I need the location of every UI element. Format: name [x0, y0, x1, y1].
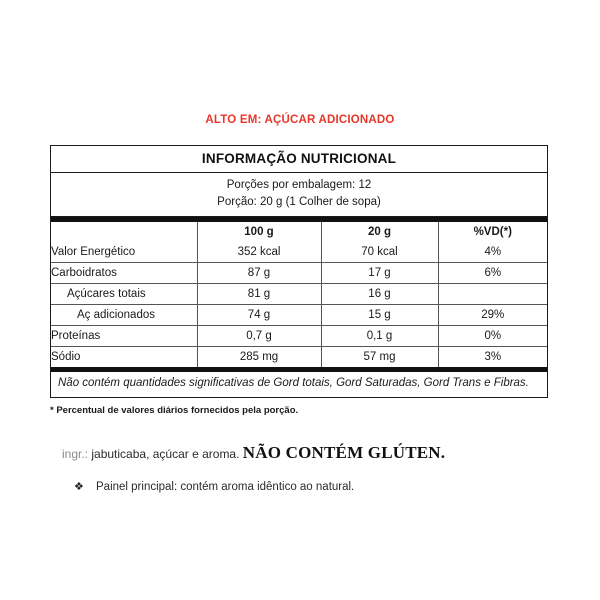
table-row [51, 347, 547, 368]
ingredients-text: jabuticaba, açúcar e aroma. [91, 447, 240, 461]
nutrient-per-portion: 15 g [321, 305, 438, 326]
nutrient-name: Sódio [51, 347, 197, 368]
nutrient-per-100g: 0,7 g [197, 326, 321, 347]
table-row [51, 326, 547, 347]
insignificant-amounts-note: Não contém quantidades significativas de Gord totais, Gord Saturadas, Gord Trans e Fibras. [51, 367, 547, 397]
gluten-statement: NÃO CONTÉM GLÚTEN. [242, 443, 446, 462]
nutrient-vd [438, 284, 547, 305]
nutrient-per-100g: 87 g [197, 263, 321, 284]
diamond-bullet-icon: ❖ [74, 481, 84, 493]
nutrient-values-table [51, 222, 547, 367]
nutrient-per-portion: 57 mg [321, 347, 438, 368]
nutrient-per-portion: 17 g [321, 263, 438, 284]
nutrient-vd: 29% [438, 305, 547, 326]
daily-values-note: * Percentual de valores diários fornecidos pela porção. [50, 405, 299, 416]
nutrient-name: Carboidratos [51, 263, 197, 284]
column-header-per-100g: 100 g [197, 222, 321, 242]
table-row [51, 305, 547, 326]
table-row [51, 284, 547, 305]
main-panel-note-text: Painel principal: contém aroma idêntico ao natural. [96, 481, 355, 493]
nutrient-per-100g: 352 kcal [197, 242, 321, 263]
high-in-added-sugar-warning: ALTO EM: AÇÚCAR ADICIONADO [205, 114, 395, 126]
nutrient-name: Aç adicionados [51, 305, 197, 326]
main-panel-note [74, 480, 544, 493]
nutrient-name: Proteínas [51, 326, 197, 347]
nutrient-per-100g: 74 g [197, 305, 321, 326]
nutrient-vd: 4% [438, 242, 547, 263]
ingredients-label: ingr.: [62, 447, 89, 461]
nutrient-name: Valor Energético [51, 242, 197, 263]
table-row [51, 242, 547, 263]
table-header-row [51, 222, 547, 242]
nutrition-table-title: INFORMAÇÃO NUTRICIONAL [51, 146, 547, 173]
nutrient-vd: 3% [484, 351, 502, 363]
ingredients-line [62, 444, 562, 463]
column-header-per-portion: 20 g [321, 222, 438, 242]
column-header-vd: %VD(*) [473, 226, 512, 238]
nutrient-vd: 0% [438, 326, 547, 347]
nutrient-name: Açúcares totais [51, 284, 197, 305]
nutrient-per-portion: 70 kcal [321, 242, 438, 263]
table-row [51, 263, 547, 284]
serving-size: Porção: 20 g (1 Colher de sopa) [217, 196, 381, 208]
servings-per-package: Porções por embalagem: 12 [226, 179, 372, 191]
serving-info [51, 173, 547, 217]
column-header-nutrient [51, 222, 197, 242]
nutrition-facts-table [50, 145, 548, 398]
nutrient-per-portion: 0,1 g [321, 326, 438, 347]
nutrient-per-100g: 81 g [197, 284, 321, 305]
nutrient-vd: 6% [438, 263, 547, 284]
nutrient-per-100g: 285 mg [197, 347, 321, 368]
nutrient-per-portion: 16 g [321, 284, 438, 305]
